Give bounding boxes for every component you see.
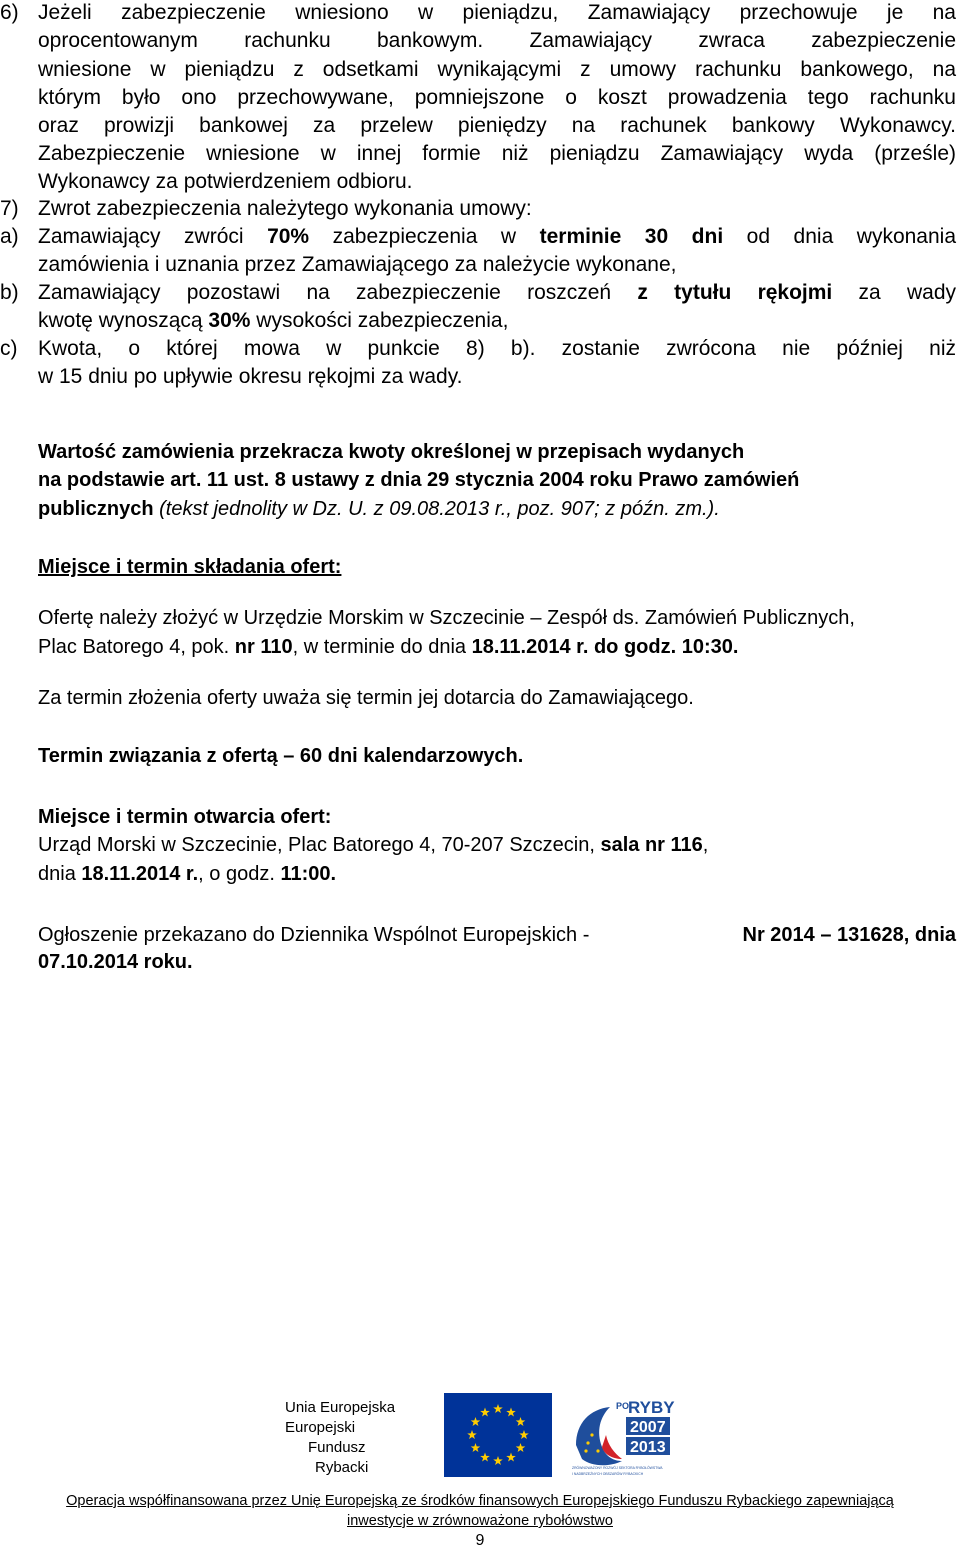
opening-line-1: Urząd Morski w Szczecinie, Plac Batorego 4, 70-207 Szczecin, sala nr 116, (38, 834, 709, 856)
svg-text:ZRÓWNOWAŻONY ROZWÓJ SEKTORA RY: ZRÓWNOWAŻONY ROZWÓJ SEKTORA RYBOŁÓWSTWA (572, 1466, 663, 1470)
item-6-line-1: Jeżeli zabezpieczenie wniesiono w pieniądzu, Zamawiający przechowuje je na (38, 1, 956, 24)
eu-text-line: Rybacki (315, 1459, 369, 1476)
submission-line-1: Ofertę należy złożyć w Urzędzie Morskim w Szczecinie – Zespół ds. Zamówień Publicznych, (38, 607, 855, 629)
item-6-line-5: oraz prowizji bankowej za przelew pieniędzy na rachunek bankowy Wykonawcy. (38, 114, 956, 137)
item-a-line-1: Zamawiający zwróci 70% zabezpieczenia w terminie 30 dni od dnia wykonania (38, 225, 957, 248)
notice-line-2: 07.10.2014 roku. (38, 951, 193, 973)
item-b-label: b) (0, 281, 19, 304)
value-line-2: na podstawie art. 11 ust. 8 ustawy z dnia 29 stycznia 2004 roku Prawo zamówień (38, 469, 800, 491)
page-number: 9 (475, 1532, 485, 1549)
eu-text-line: Unia Europejska (285, 1399, 396, 1416)
item-7-text: Zwrot zabezpieczenia należytego wykonania umowy: (38, 197, 532, 220)
eu-text-line: Fundusz (308, 1439, 366, 1456)
footer-line-2: inwestycje w zrównoważone rybołówstwo (347, 1513, 613, 1529)
svg-text:PO: PO (616, 1401, 630, 1411)
opening-heading: Miejsce i termin otwarcia ofert: (38, 806, 332, 828)
eu-flag-icon (444, 1393, 552, 1477)
eu-fund-text (285, 1398, 395, 1478)
item-6-line-4: którym było ono przechowywane, pomniejszone o koszt prowadzenia tego rachunku (38, 86, 956, 109)
item-a-line-2: zamówienia i uznania przez Zamawiającego za należycie wykonane, (38, 253, 677, 276)
value-line-3: publicznych (tekst jednolity w Dz. U. z 09.08.2013 r., poz. 907; z późn. zm.). (38, 498, 720, 520)
item-b-line-2: kwotę wynoszącą 30% wysokości zabezpieczenia, (38, 309, 509, 332)
opening-line-2: dnia 18.11.2014 r., o godz. 11:00. (38, 863, 337, 885)
item-c-label: c) (0, 337, 18, 360)
item-a-label: a) (0, 225, 19, 248)
item-b-line-1: Zamawiający pozostawi na zabezpieczenie roszczeń z tytułu rękojmi za wady (38, 281, 957, 304)
svg-text:2007: 2007 (630, 1419, 666, 1436)
value-line-1: Wartość zamówienia przekracza kwoty określonej w przepisach wydanych (38, 441, 745, 463)
submission-deadline-note: Za termin złożenia oferty uważa się termin jej dotarcia do Zamawiającego. (38, 687, 694, 709)
po-ryby-logo-icon (570, 1395, 680, 1479)
binding-period: Termin związania z ofertą – 60 dni kalendarzowych. (38, 745, 524, 767)
submission-heading: Miejsce i termin składania ofert: (38, 556, 342, 578)
item-7-label: 7) (0, 197, 19, 220)
item-c-line-2: w 15 dniu po upływie okresu rękojmi za wady. (38, 365, 463, 388)
svg-text:2013: 2013 (630, 1439, 666, 1456)
item-6-line-2: oprocentowanym rachunku bankowym. Zamawiający zwraca zabezpieczenie (38, 29, 956, 52)
item-6-label: 6) (0, 1, 19, 24)
submission-line-2: Plac Batorego 4, pok. nr 110, w terminie do dnia 18.11.2014 r. do godz. 10:30. (38, 636, 739, 658)
svg-text:RYBY: RYBY (628, 1398, 675, 1417)
item-c-line-1: Kwota, o której mowa w punkcie 8) b). zostanie zwrócona nie później niż (38, 337, 956, 360)
item-6-line-6: Zabezpieczenie wniesione w innej formie niż pieniądzu Zamawiający wyda (prześle) (38, 142, 956, 165)
svg-text:I NADBRZEŻNYCH OBSZARÓW RYBACK: I NADBRZEŻNYCH OBSZARÓW RYBACKICH (572, 1472, 644, 1476)
item-6-line-3: wniesione w pieniądzu z odsetkami wynikającymi z umowy rachunku bankowego, na (38, 58, 956, 81)
notice-line-1: Ogłoszenie przekazano do Dziennika Wspólnot Europejskich - Nr 2014 – 131628, dnia (38, 924, 956, 946)
eu-text-line: Europejski (285, 1419, 356, 1436)
item-6-line-7: Wykonawcy za potwierdzeniem odbioru. (38, 170, 413, 193)
footer-line-1: Operacja współfinansowana przez Unię Europejską ze środków finansowych Europejskiego Funduszu Rybackiego zapewniającą (66, 1493, 894, 1509)
